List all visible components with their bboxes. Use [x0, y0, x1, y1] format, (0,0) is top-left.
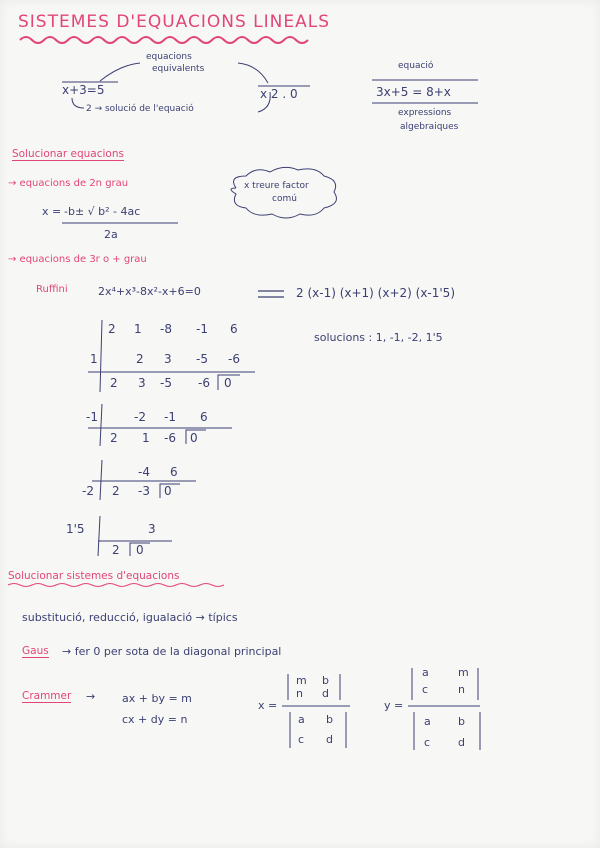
- ruffini-root: -1: [86, 410, 98, 424]
- ruffini-root: 1: [90, 352, 98, 366]
- cramer-eq2: cx + dy = n: [122, 713, 188, 726]
- ruffini-cell: -6: [164, 431, 176, 445]
- ruffini-cell: 2: [136, 352, 144, 366]
- ruffini-coef: 6: [230, 322, 238, 336]
- bubble-text-2: comú: [272, 194, 297, 204]
- det-entry: b: [326, 713, 333, 726]
- solutions-list: solucions : 1, -1, -2, 1'5: [314, 331, 443, 344]
- ruffini-cell: -5: [160, 376, 172, 390]
- methods-line: substitució, reducció, igualació → típics: [22, 611, 238, 624]
- ruffini-cell: 2: [112, 484, 120, 498]
- ruffini-remainder: 0: [164, 484, 172, 498]
- polynomial: 2x⁴+x³-8x²-x+6=0: [98, 285, 201, 298]
- section1-heading: Solucionar equacions: [12, 148, 124, 160]
- gauss-label: Gaus: [22, 645, 49, 657]
- ruffini-cell: -6: [228, 352, 240, 366]
- det-entry: b: [322, 674, 329, 687]
- ruffini-cell: -5: [196, 352, 208, 366]
- equivalents-note-2: equivalents: [152, 64, 205, 74]
- cramer-y-label: y =: [384, 699, 404, 712]
- title-underline: [20, 37, 308, 43]
- det-entry: a: [424, 715, 431, 728]
- formula-prefix: x =: [42, 205, 62, 218]
- det-entry: m: [458, 666, 469, 679]
- section2-underline: [8, 584, 224, 587]
- ruffini-label: Ruffini: [36, 284, 68, 295]
- ruffini-vline-3: [100, 460, 102, 500]
- ruffini-cell: 3: [164, 352, 172, 366]
- det-entry: d: [458, 736, 465, 749]
- ruffini-cell: 2: [110, 376, 118, 390]
- ruffini-cell: -6: [198, 376, 210, 390]
- ruffini-remainder: 0: [136, 543, 144, 557]
- det-entry: b: [458, 715, 465, 728]
- solution-note: 2 → solució de l'equació: [86, 104, 194, 114]
- third-grade-heading: → equacions de 3r o + grau: [8, 254, 147, 265]
- bubble-text-1: x treure factor: [244, 181, 309, 191]
- ruffini-coef: -1: [196, 322, 208, 336]
- equation-right: x 2 . 0: [260, 87, 298, 101]
- cramer-label: Crammer: [22, 690, 72, 702]
- expressions-label-2: algebraiques: [400, 122, 459, 132]
- equivalents-arrow-right: [238, 63, 268, 83]
- det-entry: d: [322, 687, 329, 700]
- ruffini-vline-4: [98, 516, 100, 556]
- section2-heading: Solucionar sistemes d'equacions: [8, 570, 180, 582]
- ruffini-cell: 1: [142, 431, 150, 445]
- ruffini-cell: -1: [164, 410, 176, 424]
- ruffini-cell: -4: [138, 465, 150, 479]
- ruffini-coef: 2: [108, 322, 116, 336]
- quadratic-denominator: 2a: [104, 228, 118, 241]
- ruffini-cell: -2: [134, 410, 146, 424]
- det-entry: n: [296, 687, 303, 700]
- ruffini-remainder: 0: [224, 376, 232, 390]
- factored-polynomial: 2 (x-1) (x+1) (x+2) (x-1'5): [296, 286, 455, 300]
- solution-hook-arrow: [72, 98, 84, 108]
- ruffini-root: -2: [82, 484, 94, 498]
- cramer-arrow: →: [86, 690, 96, 703]
- expressions-label-1: expressions: [398, 108, 452, 118]
- det-entry: d: [326, 733, 333, 746]
- det-entry: c: [298, 733, 305, 746]
- ruffini-coef: -8: [160, 322, 172, 336]
- cramer-eq1: ax + by = m: [122, 692, 192, 705]
- ruffini-cell: 3: [148, 522, 156, 536]
- equacio-expression: 3x+5 = 8+x: [376, 85, 451, 99]
- cramer-x-label: x =: [258, 699, 278, 712]
- second-grade-heading: → equacions de 2n grau: [8, 178, 129, 189]
- ruffini-vline-1: [100, 320, 102, 392]
- ruffini-cell: 6: [200, 410, 208, 424]
- page-title: SISTEMES D'EQUACIONS LINEALS: [18, 12, 330, 32]
- factor-bubble: [231, 167, 336, 218]
- quadratic-numerator: -b± √ b² - 4ac: [64, 205, 141, 218]
- det-entry: n: [458, 683, 465, 696]
- ruffini-cell: 2: [110, 431, 118, 445]
- ruffini-cell: 2: [112, 543, 120, 557]
- equivalents-note-1: equacions: [146, 52, 192, 62]
- ruffini-coef: 1: [134, 322, 142, 336]
- ruffini-vline-2: [100, 404, 102, 446]
- det-entry: a: [298, 713, 305, 726]
- det-entry: a: [422, 666, 429, 679]
- equacio-label: equació: [398, 61, 434, 71]
- det-entry: c: [422, 683, 429, 696]
- ruffini-cell: 6: [170, 465, 178, 479]
- equivalents-arrow-left: [100, 63, 140, 81]
- ruffini-cell: -3: [138, 484, 150, 498]
- gauss-text: → fer 0 per sota de la diagonal principal: [62, 645, 282, 658]
- det-entry: c: [424, 736, 431, 749]
- equation-left: x+3=5: [62, 83, 105, 97]
- ruffini-remainder: 0: [190, 431, 198, 445]
- ruffini-root: 1'5: [66, 522, 85, 536]
- det-entry: m: [296, 674, 307, 687]
- ruffini-cell: 3: [138, 376, 146, 390]
